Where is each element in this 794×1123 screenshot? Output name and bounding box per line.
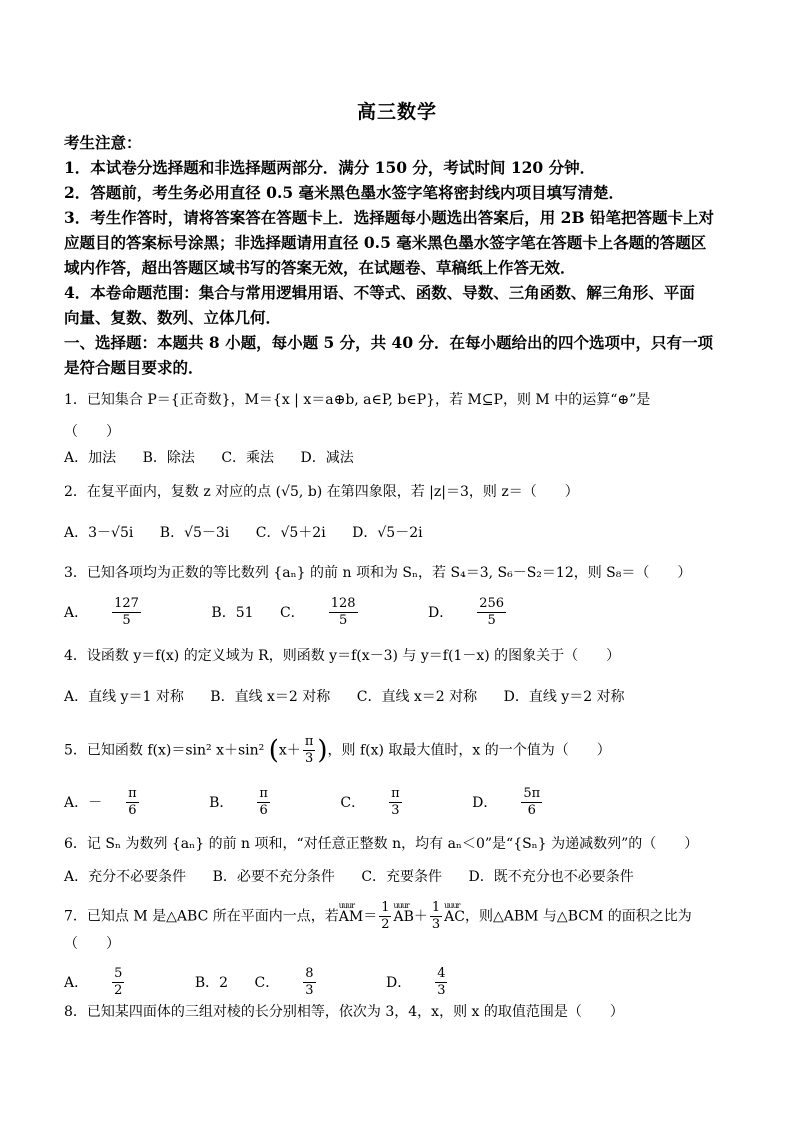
question-1-answer-bracket: （ ） xyxy=(64,424,120,440)
option-d: D．既不充分也不必要条件 xyxy=(468,869,634,885)
fraction: $\frac{4}{3}$ xyxy=(437,966,446,998)
option-b: B．直线 x＝2 对称 xyxy=(210,689,331,705)
question-7-stem: 7．已知点 M 是△ABC 所在平面内一点，若uuur AM＝ $\frac{1}{2}$ uuur AB＋ $\frac{1}{3}$ uuur AC，则△ABM 与△BCM 的面积之比为 xyxy=(64,900,734,933)
option-d: D．直线 y＝2 对称 xyxy=(503,689,625,705)
vector-ab: uuur AB xyxy=(393,907,413,927)
question-4-stem: 4．设函数 y＝f(x) 的定义域为 R，则函数 y＝f(x－3) 与 y＝f(1－x) 的图象关于（ ） xyxy=(64,648,621,664)
fraction: $\frac{\pi}{6}$ xyxy=(128,786,137,818)
option-b: B． $\frac{\pi}{6}$ xyxy=(209,795,314,811)
question-6-options xyxy=(64,866,734,888)
question-4-options xyxy=(64,686,734,708)
notice-item: 2．答题前，考生务必用直径 0.5 毫米黑色墨水签字笔将密封线内项目填写清楚． xyxy=(64,183,625,202)
fraction: $\frac{128}{5}$ xyxy=(330,596,356,628)
option-a: A．加法 xyxy=(64,450,117,466)
option-a: A． $\frac{127}{5}$ xyxy=(64,605,185,621)
question-6-stem: 6．记 Sₙ 为数列 {aₙ} 的前 n 项和，“对任意正整数 n，均有 aₙ＜0”是“{Sₙ} 为递减数列”的（ ） xyxy=(64,836,699,852)
option-d: D． $\frac{5\pi}{6}$ xyxy=(472,795,586,811)
option-c: C．充要条件 xyxy=(361,869,443,885)
option-c: C． $\frac{8}{3}$ xyxy=(255,975,360,991)
question-5-options xyxy=(64,786,734,819)
notice-item: 向量、复数、数列、立体几何． xyxy=(64,308,282,327)
question-1-stem: 1．已知集合 P＝{正奇数}，M＝{x | x＝a⊕b, a∈P, b∈P}，若 M⊆P，则 M 中的运算“⊕”是 xyxy=(64,392,651,408)
option-c: C． $\frac{128}{5}$ xyxy=(280,605,402,621)
fraction: $\frac{1}{3}$ xyxy=(431,900,441,932)
option-b: B．必要不充分条件 xyxy=(212,869,335,885)
option-a: A．－ $\frac{\pi}{6}$ xyxy=(64,795,183,811)
notice-item: 3．考生作答时，请将答案答在答题卡上．选择题每小题选出答案后，用 2B 铅笔把答题卡上对 xyxy=(64,208,714,227)
question-7-answer-bracket: （ ） xyxy=(64,936,120,952)
option-c: C．√5＋2i xyxy=(255,525,326,541)
option-c: C．乘法 xyxy=(221,450,275,466)
option-d: D．√5－2i xyxy=(352,525,423,541)
question-1-options xyxy=(64,447,734,469)
option-d: D． $\frac{4}{3}$ xyxy=(386,975,492,991)
notice-item: 域内作答，超出答题区域书写的答案无效，在试题卷、草稿纸上作答无效． xyxy=(64,258,576,277)
option-b: B．√5－3i xyxy=(159,525,230,541)
option-a: A．3－√5i xyxy=(64,525,134,541)
notice-item: 应题目的答案标号涂黑；非选择题请用直径 0.5 毫米黑色墨水签字笔在答题卡上各题的答题区 xyxy=(64,233,707,252)
question-7-options xyxy=(64,966,734,999)
notice-item: 1．本试卷分选择题和非选择题两部分．满分 150 分，考试时间 120 分钟． xyxy=(64,158,596,177)
question-2-stem: 2．在复平面内，复数 z 对应的点 (√5, b) 在第四象限，若 |z|＝3，则 z＝（ ） xyxy=(64,484,579,500)
option-c: C．直线 x＝2 对称 xyxy=(356,689,478,705)
option-a: A．充分不必要条件 xyxy=(64,869,187,885)
section-heading: 一、选择题：本题共 8 小题，每小题 5 分，共 40 分．在每小题给出的四个选项中，只有一项 xyxy=(64,333,714,352)
page-title: 高三数学 xyxy=(356,101,437,123)
option-c: C． $\frac{\pi}{3}$ xyxy=(340,795,445,811)
question-8-stem: 8．已知某四面体的三组对棱的长分别相等，依次为 3，4，x，则 x 的取值范围是（ ） xyxy=(64,1004,624,1020)
option-d: D．减法 xyxy=(300,450,354,466)
question-3-options xyxy=(64,596,734,629)
fraction: $\frac{\pi}{3}$ xyxy=(391,786,400,818)
question-2-options xyxy=(64,522,734,544)
option-d: D． $\frac{256}{5}$ xyxy=(428,605,550,621)
fraction: $\frac{\pi}{3}$ xyxy=(304,734,314,766)
paren-open: ( xyxy=(268,735,279,766)
paren-close: ) xyxy=(317,735,328,766)
option-b: B．2 xyxy=(194,974,229,991)
fraction: $\frac{1}{2}$ xyxy=(381,900,390,932)
fraction: $\frac{127}{5}$ xyxy=(114,596,139,628)
notice-item: 4．本卷命题范围：集合与常用逻辑用语、不等式、函数、导数、三角函数、解三角形、平面 xyxy=(64,283,695,302)
vector-ac: uuur AC xyxy=(444,907,465,927)
fraction: $\frac{5\pi}{6}$ xyxy=(523,786,541,818)
fraction: $\frac{5}{2}$ xyxy=(114,966,123,998)
vector-am: uuur AM xyxy=(339,907,363,927)
option-a: A．直线 y＝1 对称 xyxy=(64,689,184,705)
section-heading-cont: 是符合题目要求的． xyxy=(64,358,204,377)
option-b: B．除法 xyxy=(142,450,195,466)
question-5-stem: 5．已知函数 f(x)＝sin² x＋sin² (x＋ $\frac{\pi}{3}$ )，则 f(x) 取最大值时，x 的一个值为（ ） xyxy=(64,734,611,766)
option-b: B．51 xyxy=(211,604,254,621)
fraction: $\frac{256}{5}$ xyxy=(479,596,505,628)
question-3-stem: 3．已知各项均为正数的等比数列 {aₙ} 的前 n 项和为 Sₙ，若 S₄＝3, S₆－S₂＝12，则 S₈＝（ ） xyxy=(64,565,692,581)
fraction: $\frac{8}{3}$ xyxy=(305,966,314,998)
option-a: A． $\frac{5}{2}$ xyxy=(64,975,168,991)
notice-heading: 考生注意： xyxy=(64,133,142,152)
fraction: $\frac{\pi}{6}$ xyxy=(259,786,268,818)
